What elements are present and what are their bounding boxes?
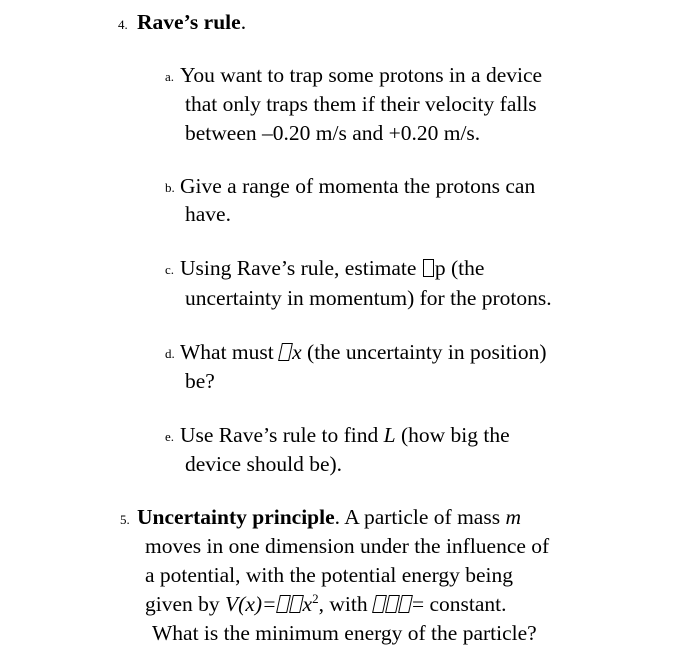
part-b-label: b. xyxy=(165,180,175,195)
question-5-mass-variable: m xyxy=(505,505,521,529)
part-d-variable: x xyxy=(292,340,302,364)
part-e-label: e. xyxy=(165,429,175,444)
missing-glyph-icon xyxy=(276,595,291,613)
part-e-line-1-post: (how big the xyxy=(395,423,510,447)
question-4-title xyxy=(137,8,246,36)
missing-glyph-icon xyxy=(398,595,413,613)
question-5-line-3: a potential, with the potential energy being xyxy=(145,563,513,587)
part-e-line-2: device should be). xyxy=(185,452,343,476)
question-5-line-1 xyxy=(137,503,521,531)
part-e-line-1 xyxy=(180,421,510,449)
question-5-title: Uncertainty principle xyxy=(137,505,335,529)
part-a-line-2: that only traps them if their velocity falls xyxy=(185,92,537,116)
part-d-line-1-pre: What must xyxy=(180,340,280,364)
question-5-number: 5. xyxy=(120,512,130,527)
question-5-line-4-post: = constant. xyxy=(411,592,507,616)
part-d-line-1-post: (the uncertainty in position) xyxy=(301,340,547,364)
part-c-line-2: uncertainty in momentum) for the protons. xyxy=(185,286,552,310)
question-4-number: 4. xyxy=(118,17,128,32)
question-5-line-4-mid: , with xyxy=(318,592,373,616)
part-b-line-1: Give a range of momenta the protons can xyxy=(180,174,536,198)
question-5-line-4 xyxy=(145,590,506,618)
part-c-line-1 xyxy=(180,254,484,282)
question-5-line-2: moves in one dimension under the influence of xyxy=(145,534,550,558)
question-4-title-period: . xyxy=(240,10,247,34)
question-5-line-1-post: . A particle of mass xyxy=(334,505,506,529)
part-c-line-1-post: p (the xyxy=(434,256,485,280)
question-5-x-variable: x xyxy=(302,592,313,616)
missing-glyph-icon xyxy=(289,595,304,613)
part-a-label: a. xyxy=(165,69,175,84)
question-5-line-4-pre: given by xyxy=(145,592,226,616)
question-5-line-5: What is the minimum energy of the particle? xyxy=(152,621,537,645)
part-d-line-2: be? xyxy=(185,369,215,393)
part-d-label: d. xyxy=(165,346,175,361)
part-e-line-1-pre: Use Rave’s rule to find xyxy=(180,423,384,447)
part-c-label: c. xyxy=(165,262,175,277)
part-a-line-3: between –0.20 m/s and +0.20 m/s. xyxy=(185,121,481,145)
question-4-title-text: Rave’s rule xyxy=(137,10,241,34)
question-5-potential-function: V(x)= xyxy=(225,592,277,616)
missing-glyph-icon xyxy=(423,259,434,277)
question-5-exponent: 2 xyxy=(312,590,319,606)
missing-glyph-icon xyxy=(278,343,293,361)
part-d-line-1 xyxy=(180,338,546,366)
part-e-variable: L xyxy=(383,423,396,447)
part-c-line-1-pre: Using Rave’s rule, estimate xyxy=(180,256,422,280)
part-a-line-1: You want to trap some protons in a device xyxy=(180,63,543,87)
part-b-line-2: have. xyxy=(185,202,231,226)
